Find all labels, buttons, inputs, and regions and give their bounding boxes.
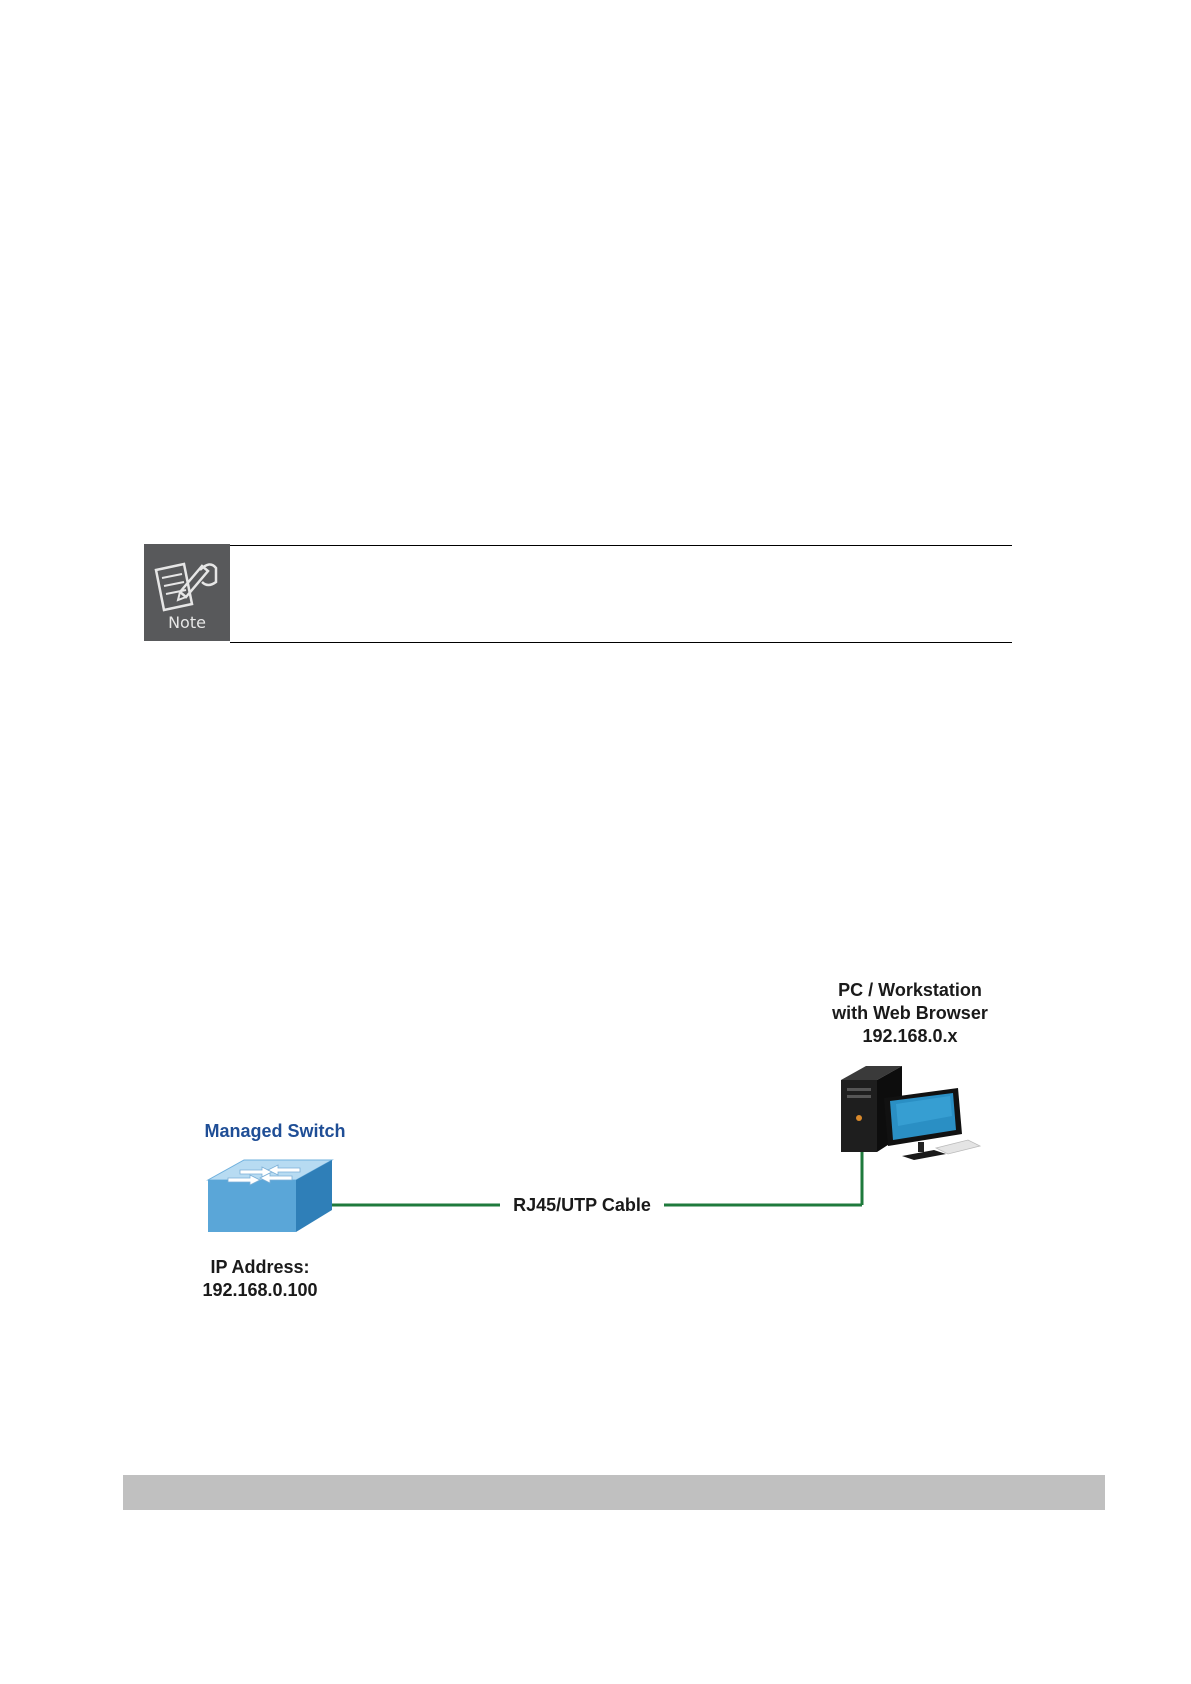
switch-title: Managed Switch bbox=[204, 1121, 346, 1141]
pc-workstation-icon bbox=[841, 1066, 980, 1160]
pc-label-line1: PC / Workstation bbox=[838, 980, 982, 1000]
pc-label-ip: 192.168.0.x bbox=[862, 1026, 958, 1046]
switch-ip-value: 192.168.0.100 bbox=[202, 1280, 318, 1300]
switch-ip-label: IP Address: bbox=[210, 1257, 310, 1277]
pc-label-line2: with Web Browser bbox=[832, 1003, 988, 1023]
cable-label: RJ45/UTP Cable bbox=[513, 1195, 651, 1215]
footer-bar bbox=[123, 1475, 1105, 1510]
managed-switch-icon bbox=[208, 1160, 332, 1232]
note-label: Note bbox=[168, 613, 206, 632]
